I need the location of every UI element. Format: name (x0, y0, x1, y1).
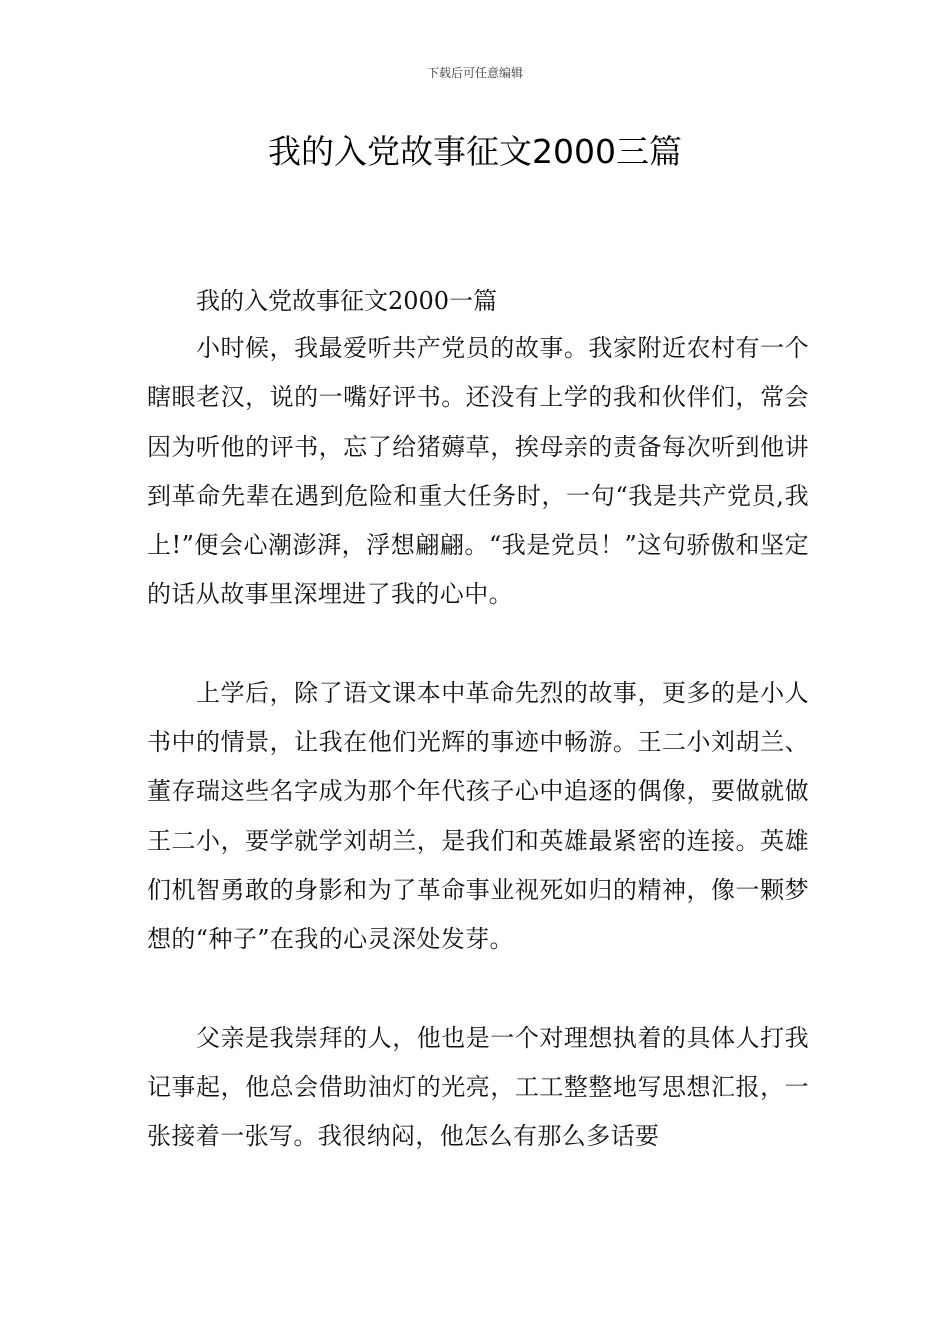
paragraph-1: 小时候，我最爱听共产党员的故事。我家附近农村有一个瞎眼老汉，说的一嘴好评书。还没有上学的我和伙伴们，常会因为听他的评书，忘了给猪薅草，挨母亲的责备每次听到他讲到革命先辈在遇到危险和重大任务时，一句“我是共产党员,我上!”便会心潮澎湃，浮想翩翩。“我是党员！”这句骄傲和坚定的话从故事里深埋进了我的心中。 (147, 334, 809, 609)
section-subtitle: 我的入党故事征文2000一篇 (196, 287, 498, 315)
paragraph-3: 父亲是我崇拜的人，他也是一个对理想执着的具体人打我记事起，他总会借助油灯的光亮，工工整整地写思想汇报，一张接着一张写。我很纳闷，他怎么有那么多话要 (147, 1023, 809, 1151)
document-body (147, 278, 809, 1161)
document-title: 我的入党故事征文2000三篇 (268, 132, 682, 171)
header-note: 下载后可任意编辑 (426, 66, 523, 80)
paragraph-2: 上学后，除了语文课本中革命先烈的故事，更多的是小人书中的情景，让我在他们光辉的事迹中畅游。王二小刘胡兰、董存瑞这些名字成为那个年代孩子心中追逐的偶像，要做就做王二小，要学就学刘胡兰，是我们和英雄最紧密的连接。英雄们机智勇敢的身影和为了革命事业视死如归的精神，像一颗梦想的“种子”在我的心灵深处发芽。 (147, 678, 809, 954)
